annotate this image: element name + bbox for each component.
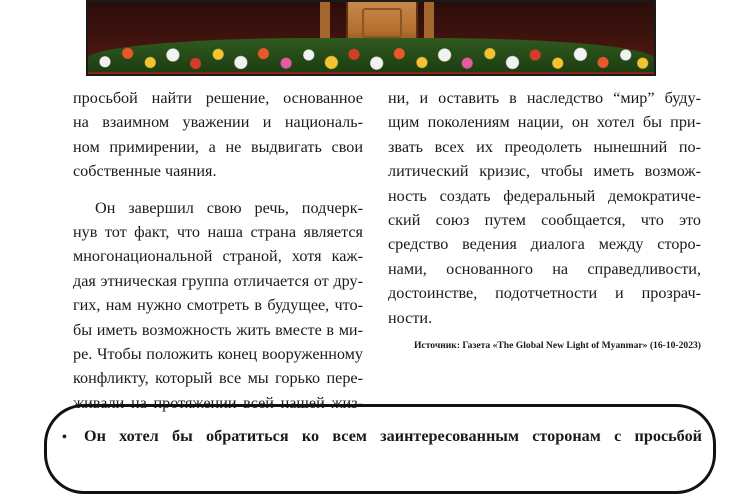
bullet-icon: •	[62, 430, 67, 445]
text-line: звать всех их преодолеть нынешний по-	[388, 137, 701, 156]
text-line: ном примирении, а не выдвигать свои	[73, 137, 363, 156]
text-line: конфликту, который все мы горько пере-	[73, 369, 363, 388]
text-line: средство ведения диалога между сторо-	[388, 235, 701, 254]
text-line: ре. Чтобы положить конец вооруженному	[73, 345, 363, 364]
text-line: ский союз путем сообщается, что это	[388, 211, 701, 230]
text-line: ности.	[388, 308, 433, 327]
paragraph	[73, 196, 363, 416]
text-line: гих, нам нужно смотреть в будущее, что-	[73, 296, 363, 315]
text-line: дая этническая группа отличается от дру-	[73, 271, 363, 290]
text-line: бы иметь возможность жить вместе в ми-	[73, 320, 363, 339]
summary-box	[44, 404, 716, 494]
flower-arrangement	[88, 38, 654, 72]
article-column-left	[73, 86, 363, 415]
text-line: просьбой найти решение, основанное	[73, 89, 363, 107]
text-line: щим поколениям нации, он хотел бы при-	[388, 113, 701, 132]
paragraph	[388, 86, 701, 330]
paragraph	[73, 86, 363, 184]
summary-bullet-item	[62, 427, 702, 446]
text-line: живали на протяжении всей нашей жиз-	[73, 393, 363, 412]
event-photo	[86, 0, 656, 76]
text-line: Он завершил свою речь, подчерк-	[95, 198, 363, 217]
text-line: ни, и оставить в наследство “мир” буду-	[388, 89, 701, 107]
article-column-right	[388, 86, 701, 330]
text-line: собственные чаяния.	[73, 162, 217, 181]
text-line: достоинстве, подотчетности и прозрач-	[388, 284, 701, 303]
source-citation: Источник: Газета «The Global New Light of Myanmar» (16-10-2023)	[413, 340, 701, 351]
text-line: на взаимном уважении и националь-	[73, 113, 363, 132]
text-line: нув тот факт, что наша страна является	[73, 223, 363, 242]
summary-bullet-text: Он хотел бы обратиться ко всем заинтересованным сторонам с просьбой	[84, 427, 702, 445]
text-line: многонациональной страной, хотя каж-	[73, 247, 363, 266]
text-line: ность создать федеральный демократиче-	[388, 186, 701, 205]
text-line: нами, основанного на справедливости,	[388, 259, 701, 278]
text-line: литический кризис, чтобы иметь возмож-	[388, 162, 701, 181]
